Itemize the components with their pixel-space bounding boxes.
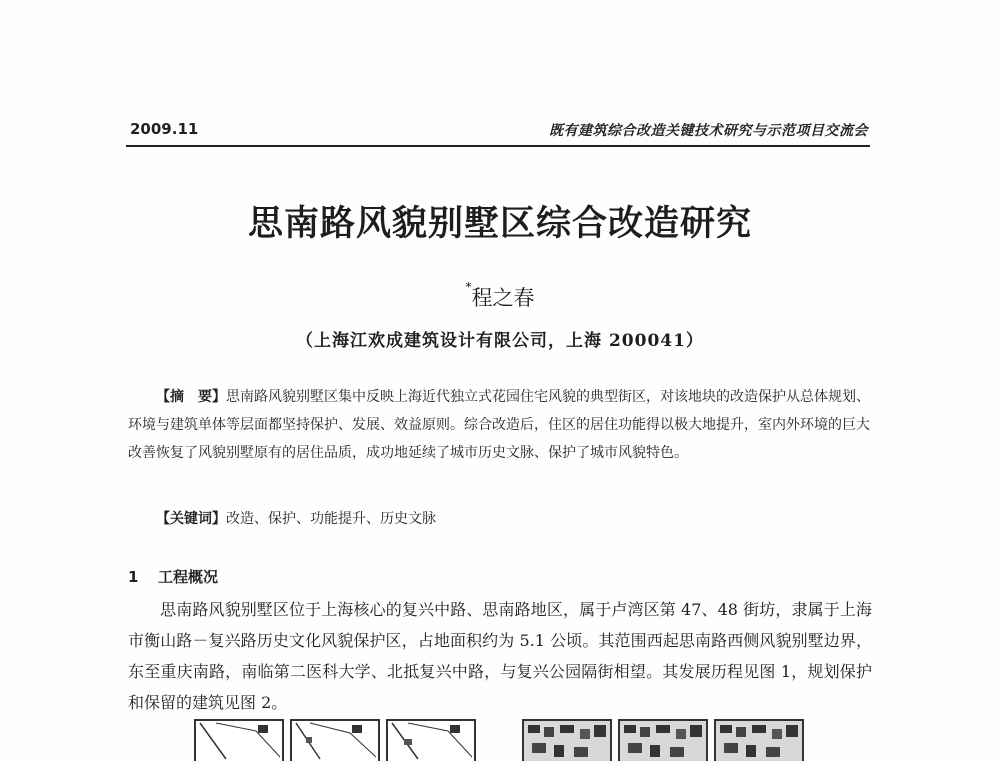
figure-4-map <box>522 719 612 761</box>
section-title: 工程概况 <box>158 568 219 586</box>
keywords-text: 改造、保护、功能提升、历史文脉 <box>226 511 436 527</box>
section-heading <box>128 566 218 587</box>
keywords <box>156 508 436 528</box>
running-header <box>128 120 870 146</box>
section-number: 1 <box>128 568 139 586</box>
abstract-text: 思南路风貌别墅区集中反映上海近代独立式花园住宅风貌的典型街区，对该地块的改造保护从总体规划、环境与建筑单体等层面都坚持保护、发展、效益原则。综合改造后，住区的居住功能得以极大地提升，室内外环境的巨大改善恢复了风貌别墅原有的居住品质，成功地延续了城市历史文脉、保护了城市风貌特色。 <box>128 389 870 461</box>
author-line <box>0 282 1000 312</box>
abstract <box>128 383 870 467</box>
section-paragraph <box>128 594 872 718</box>
figure-1-map <box>194 719 284 761</box>
abstract-label: 【摘 要】 <box>156 389 226 405</box>
keywords-label: 【关键词】 <box>156 511 226 527</box>
paper-title: 思南路风貌别墅区综合改造研究 <box>247 204 752 244</box>
figure-2-map <box>290 719 380 761</box>
paragraph-text: 思南路风貌别墅区位于上海核心的复兴中路、思南路地区，属于卢湾区第 47、48 街坊，隶属于上海市衡山路－复兴路历史文化风貌保护区，占地面积约为 5.1 公顷。其范围西起思南路西侧风貌别墅边界，东至重庆南路，南临第二医科大学、北抵复兴中路，与复兴公园隔街相望。其发展历程见图 1，规划保护和保留的建筑见图 2。 <box>128 600 872 712</box>
header-date: 2009.11 <box>130 120 199 138</box>
affiliation: （上海江欢成建筑设计有限公司，上海 200041） <box>296 331 704 351</box>
author-name: 程之春 <box>471 286 535 310</box>
figure-5-map <box>618 719 708 761</box>
header-rule <box>126 145 870 147</box>
figure-6-map <box>714 719 804 761</box>
header-journal: 既有建筑综合改造关键技术研究与示范项目交流会 <box>549 123 868 139</box>
author-mark: * <box>465 280 472 294</box>
figure-3-map <box>386 719 476 761</box>
